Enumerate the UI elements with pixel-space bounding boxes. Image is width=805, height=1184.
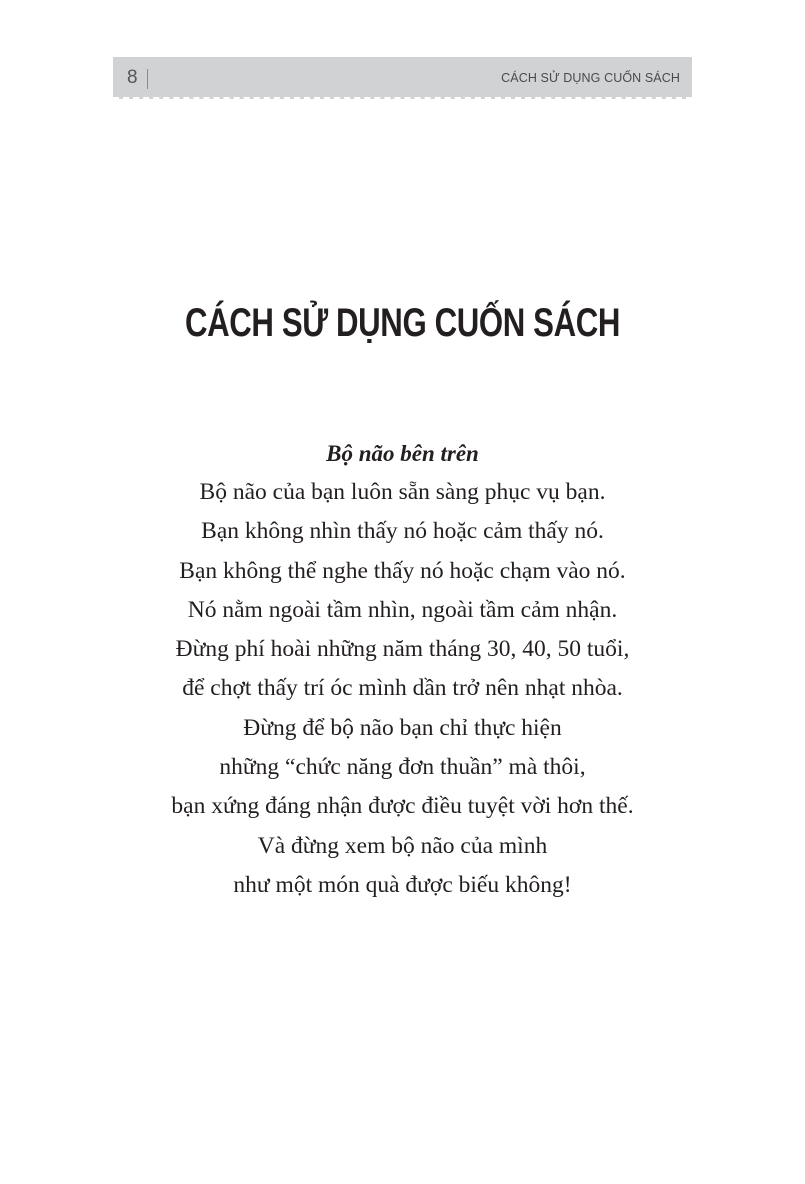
poem-line: Đừng để bộ não bạn chỉ thực hiện	[243, 714, 562, 741]
poem-line: như một món quà được biếu không!	[233, 871, 572, 898]
header-divider	[147, 69, 148, 89]
poem-line: Và đừng xem bộ não của mình	[257, 832, 548, 859]
page-number: 8	[127, 67, 138, 88]
poem-line: để chợt thấy trí óc mình dần trở nên nhạt nhòa.	[182, 675, 623, 702]
poem-line: Bộ não của bạn luôn sẵn sàng phục vụ bạn.	[199, 479, 606, 505]
poem	[0, 435, 805, 905]
chapter-title: CÁCH SỬ DỤNG CUỐN SÁCH	[184, 301, 621, 345]
poem-line: bạn xứng đáng nhận được điều tuyệt vời hơn thế.	[171, 793, 634, 820]
running-header-title: CÁCH SỬ DỤNG CUỐN SÁCH	[501, 71, 680, 85]
poem-line: Bạn không thể nghe thấy nó hoặc chạm vào nó.	[179, 557, 626, 584]
running-header	[113, 57, 692, 99]
poem-title: Bộ não bên trên	[326, 441, 479, 466]
poem-line: những “chức năng đơn thuần” mà thôi,	[219, 754, 586, 781]
poem-line: Nó nằm ngoài tầm nhìn, ngoài tầm cảm nhận.	[187, 596, 618, 623]
poem-line: Bạn không nhìn thấy nó hoặc cảm thấy nó.	[201, 518, 604, 545]
poem-line: Đừng phí hoài những năm tháng 30, 40, 50 tuổi,	[175, 636, 630, 663]
